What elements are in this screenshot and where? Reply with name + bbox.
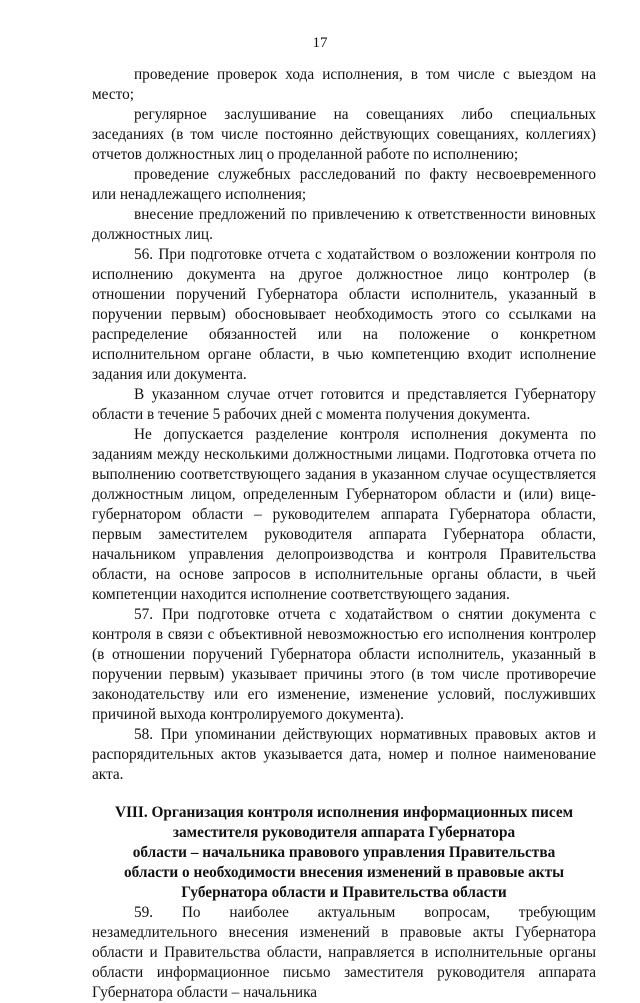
paragraph-56-report: В указанном случае отчет готовится и представляется Губернатору области в течение 5 рабочих дней с момента получения документа. xyxy=(92,386,596,423)
page-number: 17 xyxy=(312,35,328,51)
section-heading-line: заместителя руководителя аппарата Губернатора xyxy=(172,824,516,841)
paragraph-57: 57. При подготовке отчета с ходатайством о снятии документа с контроля в связи с объективной невозможностью его исполнения контролер (в отношении поручений Губернатора области исполнитель, указанный в поручении первым) указывает причины этого (в том числе противоречие законодательству или его изменение, изменение условий, послуживших причиной выхода контролируемого документа). xyxy=(92,606,596,723)
paragraph-58: 58. При упоминании действующих нормативных правовых актов и распорядительных актов указывается дата, номер и полное наименование акта. xyxy=(92,726,596,783)
paragraph-hearings: регулярное заслушивание на совещаниях либо специальных заседаниях (в том числе постоянно действующих совещаниях, коллегиях) отчетов должностных лиц о проделанной работе по исполнению; xyxy=(92,106,596,163)
section-heading-line: VIII. Организация контроля исполнения информационных писем xyxy=(114,804,574,821)
paragraph-investigations: проведение служебных расследований по факту несвоевременного или ненадлежащего исполнения; xyxy=(92,166,596,203)
paragraph-liability: внесение предложений по привлечению к ответственности виновных должностных лиц. xyxy=(92,206,596,243)
paragraph-56-division: Не допускается разделение контроля исполнения документа по заданиям между несколькими должностными лицами. Подготовка отчета по выполнению соответствующего задания в указанном случае осуществляется должностным лицом, определенным Губернатором области и (или) вице-губернатором области – руководителем аппарата Губернатора области, первым заместителем руководителя аппарата Губернатора области, начальником управления делопроизводства и контроля Правительства области, на основе запросов в исполнительные органы области, в чьей компетенции находится исполнение соответствующего задания. xyxy=(92,426,596,603)
section-heading-viii xyxy=(92,803,596,903)
section-heading-line: области о необходимости внесения изменений в правовые акты xyxy=(123,864,565,881)
paragraph-inspections: проведение проверок хода исполнения, в том числе с выездом на место; xyxy=(92,66,596,103)
section-heading-line: Губернатора области и Правительства области xyxy=(181,884,507,901)
paragraph-56: 56. При подготовке отчета с ходатайством о возложении контроля по исполнению документа на другое должностное лицо контролер (в отношении поручений Губернатора области исполнитель, указанный в поручении первым) обосновывает необходимость этого со ссылками на распределение обязанностей или на положение о конкретном исполнительном органе области, в чью компетенцию входит исполнение задания или документа. xyxy=(92,246,596,383)
document-body xyxy=(92,65,596,1003)
paragraph-59: 59. По наиболее актуальным вопросам, требующим незамедлительного внесения изменений в правовые акты Губернатора области и Правительства области, направляется в исполнительные органы области информационное письмо заместителя руководителя аппарата Губернатора области – начальника xyxy=(92,904,596,1001)
section-heading-line: области – начальника правового управления Правительства xyxy=(132,844,556,861)
